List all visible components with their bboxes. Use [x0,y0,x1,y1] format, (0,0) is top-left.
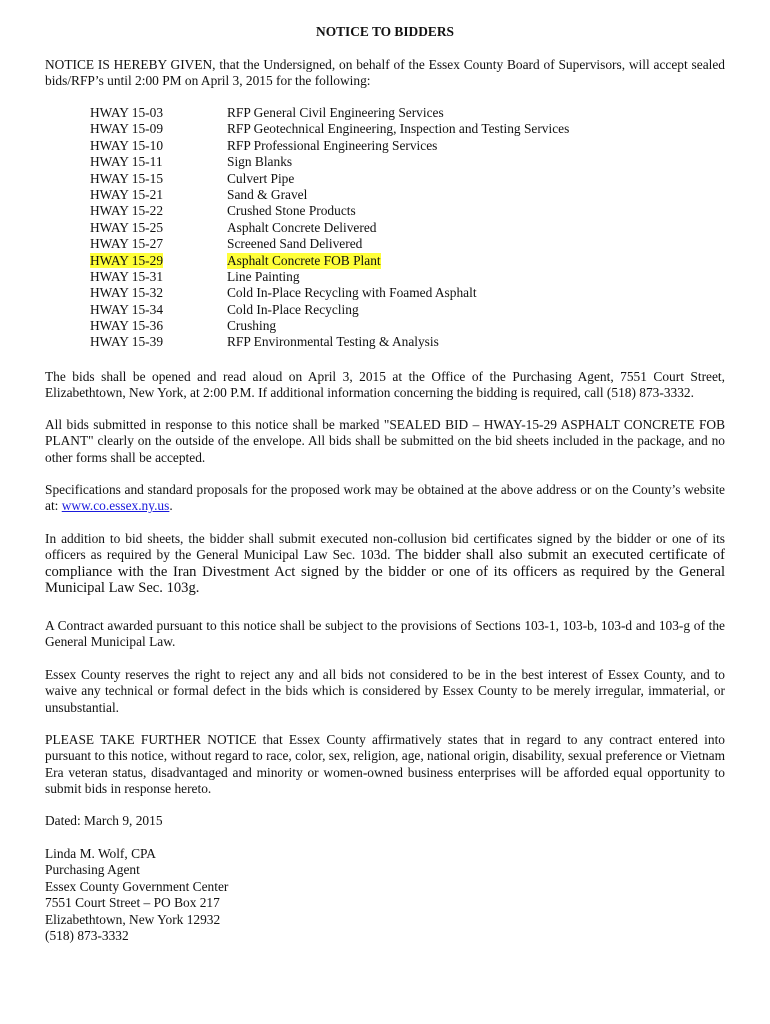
signer-org: Essex County Government Center [45,878,229,894]
signer-city: Elizabethtown, New York 12932 [45,911,221,927]
further-notice-paragraph: PLEASE TAKE FURTHER NOTICE that Essex County affirmatively states that in regard to any contract entered into pursuant to this notice, without regard to race, color, sex, religion, age, national origin, disability, sexual preference or Vietnam Era veteran status, disadvantaged and minority or women-owned business enterprises will be afforded equal opportunity to submit bids in response hereto. [45,732,725,797]
bid-item: HWAY 15-22 Crushed Stone Products [90,203,356,219]
bid-item: HWAY 15-09 RFP Geotechnical Engineering, Inspection and Testing Services [90,121,570,137]
signer-phone: (518) 873-3332 [45,927,129,943]
bid-item: HWAY 15-11 Sign Blanks [90,154,293,170]
signature-block [45,846,228,944]
signer-role: Purchasing Agent [45,862,140,878]
specs-text: Specifications and standard proposals for the proposed work may be obtained at the above address or on the County’s website at: [45,482,725,514]
bid-item-list [90,105,650,351]
marking-paragraph: All bids submitted in response to this notice shall be marked "SEALED BID – HWAY-15-29 ASPHALT CONCRETE FOB PLANT" clearly on the outside of the envelope. All bids shall be submitted on the bid sheets included in the package, and no other forms shall be accepted. [45,417,725,465]
bid-item: HWAY 15-27 Screened Sand Delivered [90,236,363,252]
iran-divestment-text: The bidder shall also submit an executed certificate of compliance with the Iran Divestment Act signed by the bidder or one of its officers as required by the General Municipal Law Sec. 103g. [45,547,725,597]
reserve-paragraph: Essex County reserves the right to reject any and all bids not considered to be in the best interest of Essex County, and to waive any technical or formal defect in the bids which is considered by Essex County to be merely irregular, immaterial, or unsubstantial. [45,667,725,715]
bid-item: HWAY 15-03 RFP General Civil Engineering Services [90,105,444,120]
noncollusion-text: In addition to bid sheets, the bidder shall submit executed non-collusion bid certificates signed by the bidder or one of its officers as required by the General Municipal Law Sec. 103d. [45,531,725,563]
bid-item: HWAY 15-15 Culvert Pipe [90,170,295,186]
county-website-link[interactable]: www.co.essex.ny.us [61,498,170,514]
bid-item: HWAY 15-21 Sand & Gravel [90,186,308,202]
bid-item-highlighted: HWAY 15-29 Asphalt Concrete FOB Plant [90,252,381,268]
bid-item: HWAY 15-36 Crushing [90,318,277,334]
opening-paragraph: The bids shall be opened and read aloud on April 3, 2015 at the Office of the Purchasing Agent, 7551 Court Street, Elizabethtown, New York, at 2:00 P.M. If additional information concerning the bidding is required, call (518) 873-3332. [45,369,725,401]
dated-line: Dated: March 9, 2015 [45,813,163,828]
notice-title: NOTICE TO BIDDERS [316,24,454,39]
noncollusion-paragraph [45,531,725,597]
bid-item: HWAY 15-32 Cold In-Place Recycling with Foamed Asphalt [90,285,477,301]
bid-item: HWAY 15-10 RFP Professional Engineering Services [90,137,438,153]
signer-street: 7551 Court Street – PO Box 217 [45,895,220,911]
bid-item: HWAY 15-31 Line Painting [90,268,300,284]
intro-paragraph: NOTICE IS HEREBY GIVEN, that the Undersigned, on behalf of the Essex County Board of Supervisors, will accept sealed bids/RFP’s until 2:00 PM on April 3, 2015 for the following: [45,57,725,89]
specs-paragraph [45,482,725,515]
contract-paragraph: A Contract awarded pursuant to this notice shall be subject to the provisions of Sections 103-1, 103-b, 103-d and 103-g of the General Municipal Law. [45,618,725,650]
bid-item: HWAY 15-34 Cold In-Place Recycling [90,301,359,317]
signer-name: Linda M. Wolf, CPA [45,846,156,861]
specs-end: . [169,498,173,514]
bid-item: HWAY 15-25 Asphalt Concrete Delivered [90,219,377,235]
bid-item: HWAY 15-39 RFP Environmental Testing & Analysis [90,334,439,350]
